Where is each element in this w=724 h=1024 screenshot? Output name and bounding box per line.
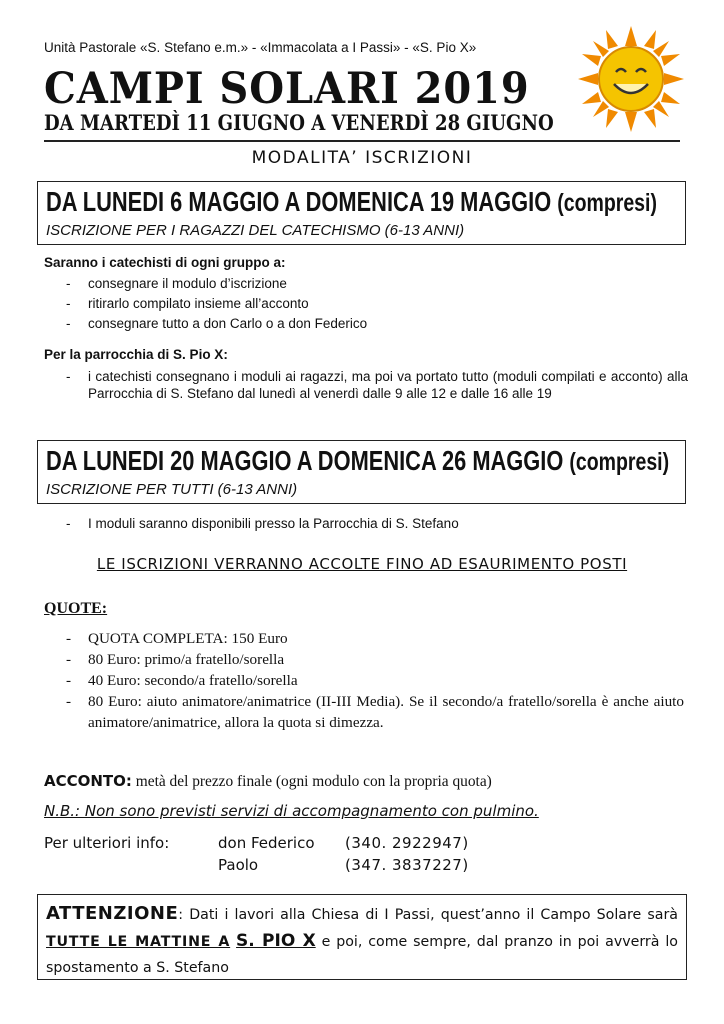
catechists-list (64, 274, 664, 334)
period1-heading: DA LUNEDI 6 MAGGIO A DOMENICA 19 MAGGIO (compresi) (46, 186, 657, 217)
attention-box (37, 894, 687, 980)
attention-label: ATTENZIONE (46, 903, 179, 924)
pio-x-title: Per la parrocchia di S. Pio X: (44, 347, 228, 362)
period2-box (37, 440, 686, 504)
list-item: - consegnare il modulo d’iscrizione (64, 274, 664, 294)
period1-subheading: ISCRIZIONE PER I RAGAZZI DEL CATECHISMO (6-13 ANNI) (46, 222, 465, 239)
contact-name: Paolo (218, 856, 259, 874)
title-divider (44, 140, 680, 142)
sun-icon (576, 24, 686, 134)
period2-subheading: ISCRIZIONE PER TUTTI (6-13 ANNI) (46, 481, 298, 498)
period2-list (64, 514, 664, 534)
list-item: - I moduli saranno disponibili presso la Parrocchia di S. Stefano (64, 514, 664, 534)
organization-line: Unità Pastorale «S. Stefano e.m.» - «Immacolata a I Passi» - «S. Pio X» (44, 40, 477, 55)
list-item: - 40 Euro: secondo/a fratello/sorella (64, 670, 684, 691)
quote-title: QUOTE: (44, 600, 108, 617)
acconto-line (44, 772, 492, 791)
highlight-mornings: TUTTE LE MATTINE A (46, 934, 231, 950)
period1-box (37, 181, 686, 245)
availability-notice: LE ISCRIZIONI VERRANNO ACCOLTE FINO AD ESAURIMENTO POSTI (96, 555, 628, 573)
list-item: - 80 Euro: primo/a fratello/sorella (64, 649, 684, 670)
page-title: CAMPI SOLARI 2019 (44, 64, 530, 114)
nb-note: N.B.: Non sono previsti servizi di accompagnamento con pulmino. (44, 802, 539, 820)
contact-name: don Federico (218, 834, 315, 852)
attention-text: ATTENZIONE: Dati i lavori alla Chiesa di I Passi, quest’anno il Campo Solare sarà TUTTE LE MATTINE A S. PIO X e poi, come sempre, dal pranzo in poi avverrà lo spostamento a S. Stefano (46, 903, 678, 976)
quote-list (64, 628, 684, 733)
pio-x-list (64, 368, 688, 402)
catechists-title: Saranno i catechisti di ogni gruppo a: (44, 255, 286, 270)
contact-phone: (347. 3837227) (345, 856, 469, 874)
section-title: MODALITA’ ISCRIZIONI (251, 148, 473, 168)
list-item: - ritirarlo compilato insieme all’acconto (64, 294, 664, 314)
list-item: - QUOTA COMPLETA: 150 Euro (64, 628, 684, 649)
date-range-subtitle: DA MARTEDÌ 11 GIUGNO A VENERDÌ 28 GIUGNO (44, 110, 554, 135)
list-item: - i catechisti consegnano i moduli ai ragazzi, ma poi va portato tutto (moduli compilati e acconto) alla Parrocchia di S. Stefano dal lunedì al venerdì dalle 9 alle 12 e dalle 16 alle 19 (64, 368, 688, 402)
list-item: - consegnare tutto a don Carlo o a don Federico (64, 314, 664, 334)
acconto-label: ACCONTO: (44, 772, 132, 790)
contact-phone: (340. 2922947) (345, 834, 469, 852)
period2-heading: DA LUNEDI 20 MAGGIO A DOMENICA 26 MAGGIO (compresi) (46, 445, 670, 476)
highlight-location: S. PIO X (236, 931, 316, 951)
acconto-text: metà del prezzo finale (ogni modulo con la propria quota) (135, 773, 492, 790)
info-label: Per ulteriori info: (44, 834, 170, 852)
list-item: - 80 Euro: aiuto animatore/animatrice (II-III Media). Se il secondo/a fratello/sorella è anche aiuto animatore/animatrice, allora la quota si dimezza. (64, 691, 684, 733)
